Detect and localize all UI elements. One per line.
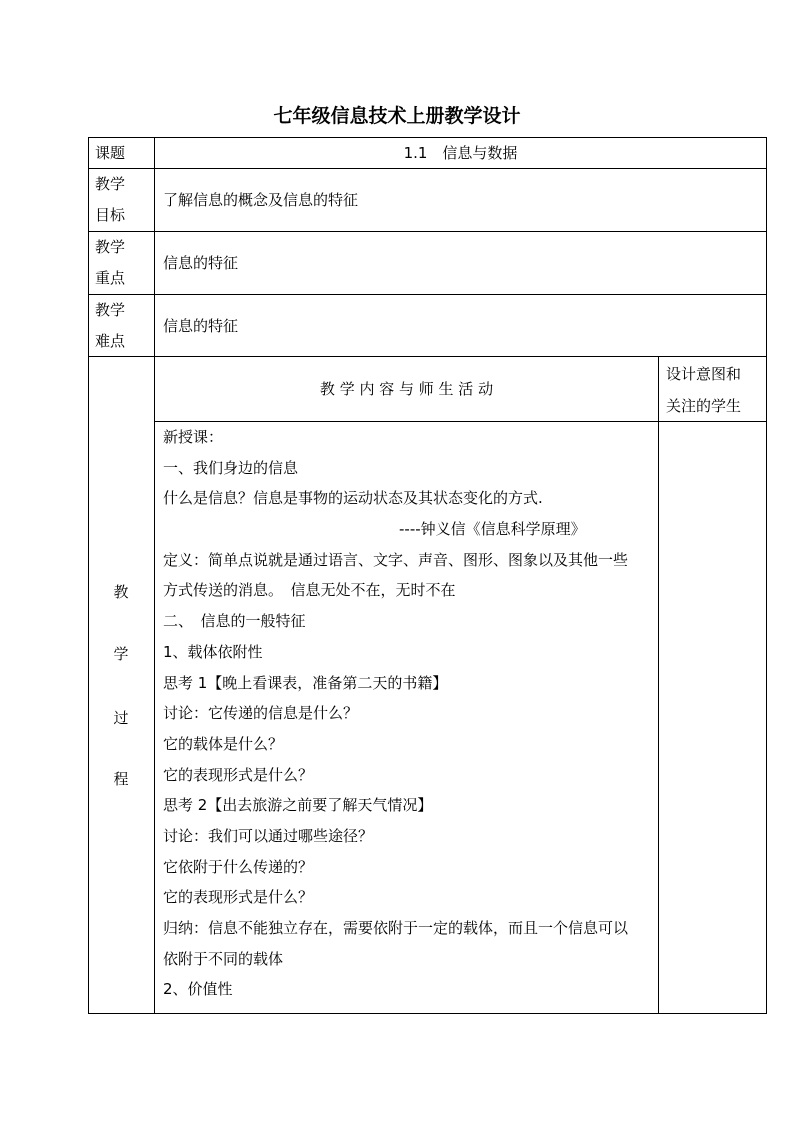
process-content-header: 教 学 内 容 与 师 生 活 动 bbox=[319, 380, 494, 398]
row-divider-4 bbox=[88, 356, 767, 357]
process-label-char: 教 bbox=[113, 583, 129, 601]
document-title: 七年级信息技术上册教学设计 bbox=[273, 105, 521, 127]
content-line: 2、价值性 bbox=[163, 980, 233, 999]
key-point-value: 信息的特征 bbox=[163, 254, 239, 272]
content-line: 新授课： bbox=[163, 428, 224, 446]
difficulty-label-line1: 教学 bbox=[95, 301, 126, 319]
key-point-label-line1: 教学 bbox=[95, 238, 126, 256]
row-divider-2 bbox=[88, 231, 767, 232]
key-point-label-line2: 重点 bbox=[95, 269, 126, 287]
table-border-right bbox=[766, 137, 767, 1014]
content-line: 一、我们身边的信息 bbox=[163, 458, 299, 477]
design-intent-header-line2: 关注的学生 bbox=[666, 397, 742, 415]
difficulty-label-line2: 难点 bbox=[95, 332, 126, 350]
goal-value: 了解信息的概念及信息的特征 bbox=[163, 191, 359, 209]
content-line: 依附于不同的载体 bbox=[163, 949, 284, 968]
table-border-bottom bbox=[88, 1013, 767, 1014]
row-divider-3 bbox=[88, 294, 767, 295]
content-line: 讨论：它传递的信息是什么？ bbox=[163, 704, 359, 723]
content-line-citation: ----钟义信《信息科学原理》 bbox=[399, 520, 586, 539]
content-line: 方式传送的消息。 信息无处不在，无时不在 bbox=[163, 581, 456, 600]
content-line: 定义：简单点说就是通过语言、文字、声音、图形、图象以及其他一些 bbox=[163, 550, 629, 569]
process-content-body bbox=[163, 422, 655, 1005]
content-line: 归纳：信息不能独立存在，需要依附于一定的载体，而且一个信息可以 bbox=[163, 919, 629, 937]
process-label-char: 学 bbox=[113, 645, 129, 663]
content-line: 1、载体依附性 bbox=[163, 642, 263, 661]
design-column-divider bbox=[658, 356, 659, 1014]
content-line: 它依附于什么传递的？ bbox=[163, 857, 314, 876]
design-intent-header-line1: 设计意图和 bbox=[666, 365, 742, 383]
content-line: 它的载体是什么？ bbox=[163, 734, 284, 753]
content-line: 什么是信息？信息是事物的运动状态及其状态变化的方式. bbox=[163, 489, 543, 508]
difficulty-value: 信息的特征 bbox=[163, 317, 239, 335]
content-line: 二、 信息的一般特征 bbox=[163, 612, 306, 631]
process-label-char: 程 bbox=[113, 770, 129, 788]
process-label-char: 过 bbox=[113, 709, 129, 727]
topic-label: 课题 bbox=[95, 144, 126, 162]
content-line: 讨论：我们可以通过哪些途径？ bbox=[163, 826, 374, 845]
topic-value: 1.1 信息与数据 bbox=[403, 144, 518, 162]
content-line: 它的表现形式是什么？ bbox=[163, 765, 314, 784]
goal-label-line1: 教学 bbox=[95, 175, 126, 193]
content-line: 思考 1【晚上看课表，准备第二天的书籍】 bbox=[163, 673, 448, 692]
goal-label-line2: 目标 bbox=[95, 206, 126, 224]
label-column-divider bbox=[154, 137, 155, 1014]
content-line: 思考 2【出去旅游之前要了解天气情况】 bbox=[163, 796, 433, 815]
content-line: 它的表现形式是什么？ bbox=[163, 888, 314, 907]
